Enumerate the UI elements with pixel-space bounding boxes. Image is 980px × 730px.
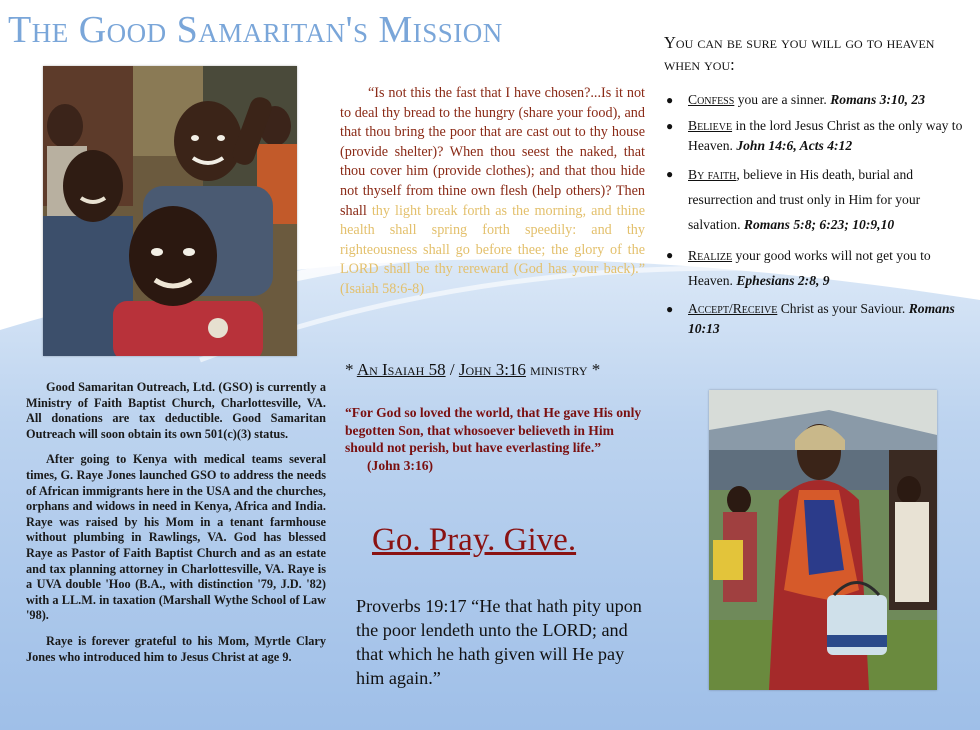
list-item-text: Christ as your Saviour.: [777, 301, 909, 316]
children-photo: [43, 66, 297, 356]
bullet-icon: ●: [666, 248, 674, 262]
heaven-list: [664, 90, 964, 345]
ministry-suffix: ministry *: [525, 360, 601, 379]
list-item: [664, 116, 964, 156]
go-pray-give-heading: Go. Pray. Give.: [372, 522, 577, 558]
bio-paragraph-1: Good Samaritan Outreach, Ltd. (GSO) is currently a Ministry of Faith Baptist Church, Charlottesville, VA. All donations are tax deductible. Good Samaritan Outreach will soon obtain its own 501(c)(3) status.: [26, 380, 326, 441]
list-item-ref: John 14:6, Acts 4:12: [736, 138, 853, 153]
list-item-text: , believe in His death, burial and resurrection and trust only in Him for your salvation.: [688, 167, 921, 232]
list-item-text: in the lord Jesus Christ as the only way to Heaven.: [688, 118, 963, 153]
bullet-icon: ●: [666, 302, 674, 316]
ministry-slash: /: [445, 360, 459, 379]
ministry-star-left: *: [345, 360, 357, 379]
bio-paragraph-2: After going to Kenya with medical teams several times, G. Raye Jones launched GSO to address the needs of African immigrants here in the USA and the churches, orphans and widows in need in Kenya, Africa and India. Raye was raised by his Mom in a tenant farmhouse without plumbing in Rawlings, VA. God has blessed Raye as Pastor of Faith Baptist Church and as an estate and tax planning attorney in Charlottesville, VA. Raye is a UVA double 'Hoo (B.A., with distinction '79, J.D. '82) with a LL.M. in taxation (Marshall Wythe School of Law '98).: [26, 452, 326, 623]
isaiah-quote-dark: “Is not this the fast that I have chosen?...Is it not to deal thy bread to the hungry (share your food), and that thou bring the poor that are cast out to thy house (provide shelter)? When thou seest the naked, that thou cover him (provide clothes); and that thou hide not thyself from thine own flesh (help others)? Then shall: [340, 85, 645, 219]
list-item-ref: Ephesians 2:8, 9: [736, 273, 830, 288]
isaiah-quote: [340, 84, 645, 300]
ministry-heading: [345, 360, 655, 380]
list-item-text: you are a sinner.: [734, 92, 831, 107]
list-item-keyword: Confess: [688, 92, 735, 107]
woman-photo: [709, 390, 937, 690]
heaven-heading: You can be sure you will go to heaven when you:: [664, 33, 935, 74]
list-item-text: your good works will not get you to Heaven.: [688, 248, 931, 288]
proverbs-quote: Proverbs 19:17 “He that hath pity upon the poor lendeth unto the LORD; and that which he hath given will He pay him again.”: [356, 596, 642, 688]
bullet-icon: ●: [666, 119, 674, 133]
ministry-isaiah-ref: An Isaiah 58: [356, 360, 446, 379]
list-item-ref: Romans 5:8; 6:23; 10:9,10: [743, 217, 895, 232]
bullet-icon: ●: [666, 167, 674, 181]
list-item-keyword: By faith: [688, 167, 737, 182]
isaiah-quote-body: [340, 84, 645, 300]
list-item-keyword: Believe: [688, 118, 733, 133]
ministry-john-ref: John 3:16: [458, 360, 526, 379]
bio-section: [26, 380, 326, 675]
list-item-keyword: Accept/Receive: [688, 301, 778, 316]
list-item-ref: Romans 3:10, 23: [830, 92, 925, 107]
bullet-icon: ●: [666, 93, 674, 107]
list-item: [664, 162, 964, 237]
john-quote-ref: (John 3:16): [367, 457, 434, 473]
list-item: [664, 243, 964, 293]
isaiah-quote-light: thy light break forth as the morning, and thine health shall spring forth speedily: and thy righteousness shall go before thee; the glory of the LORD shall be thy rereward (God has your back).” (Isaiah 58:6-8): [340, 202, 645, 297]
list-item: [664, 90, 964, 110]
page-title: The Good Samaritan's Mission: [8, 9, 503, 51]
list-item-ref: Romans 10:13: [688, 301, 955, 336]
john-quote-text: “For God so loved the world, that He gave His only begotten Son, that whosoever believeth in Him should not perish, but have everlasting life.”: [345, 405, 642, 455]
list-item-keyword: Realize: [688, 248, 733, 263]
bio-paragraph-3: Raye is forever grateful to his Mom, Myrtle Clary Jones who introduced him to Jesus Christ at age 9.: [26, 633, 326, 664]
list-item: [664, 299, 964, 339]
john-quote: [345, 404, 645, 474]
